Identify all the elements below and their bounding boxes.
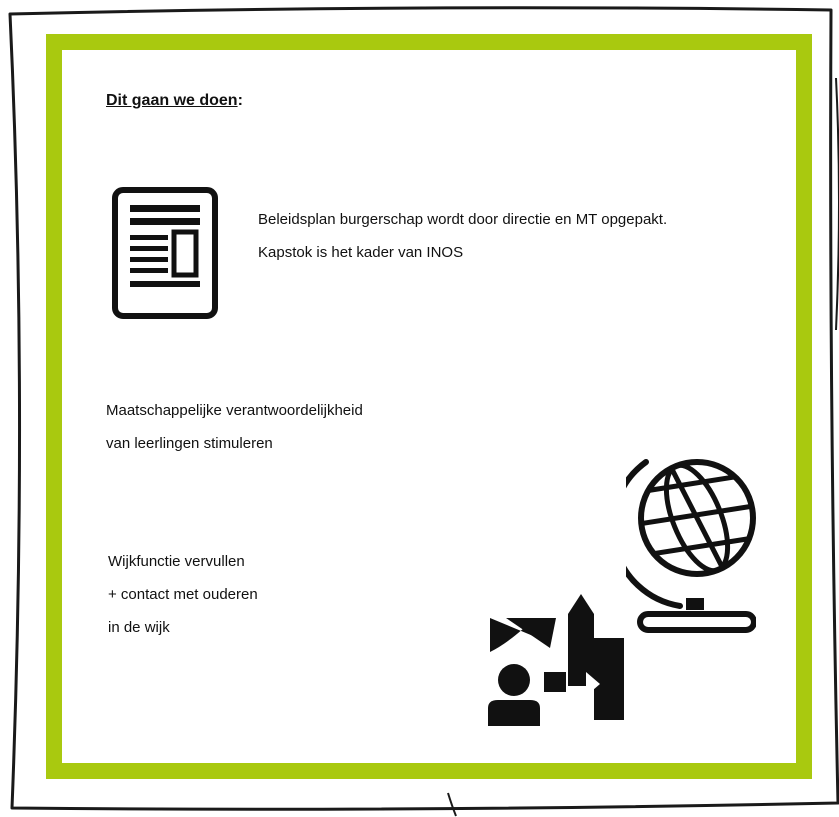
neighbourhood-line-3: in de wijk — [108, 619, 170, 636]
neighbourhood-text — [108, 545, 258, 644]
document-icon — [112, 187, 218, 319]
responsibility-text — [106, 394, 363, 460]
section-heading — [106, 92, 243, 110]
responsibility-line-2: van leerlingen stimuleren — [106, 435, 273, 452]
neighbourhood-line-2: + contact met ouderen — [108, 586, 258, 603]
responsibility-line-1: Maatschappelijke verantwoordelijkheid — [106, 402, 363, 419]
neighbourhood-line-1: Wijkfunctie vervullen — [108, 553, 245, 570]
policy-line-2: Kapstok is het kader van INOS — [258, 244, 464, 261]
policy-text — [258, 203, 667, 269]
heading-text: Dit gaan we doen — [106, 92, 238, 109]
policy-line-1: Beleidsplan burgerschap wordt door directie en MT opgepakt. — [258, 211, 668, 228]
heading-colon: : — [237, 92, 243, 109]
globe-icon — [626, 448, 756, 634]
community-icon — [486, 588, 630, 728]
